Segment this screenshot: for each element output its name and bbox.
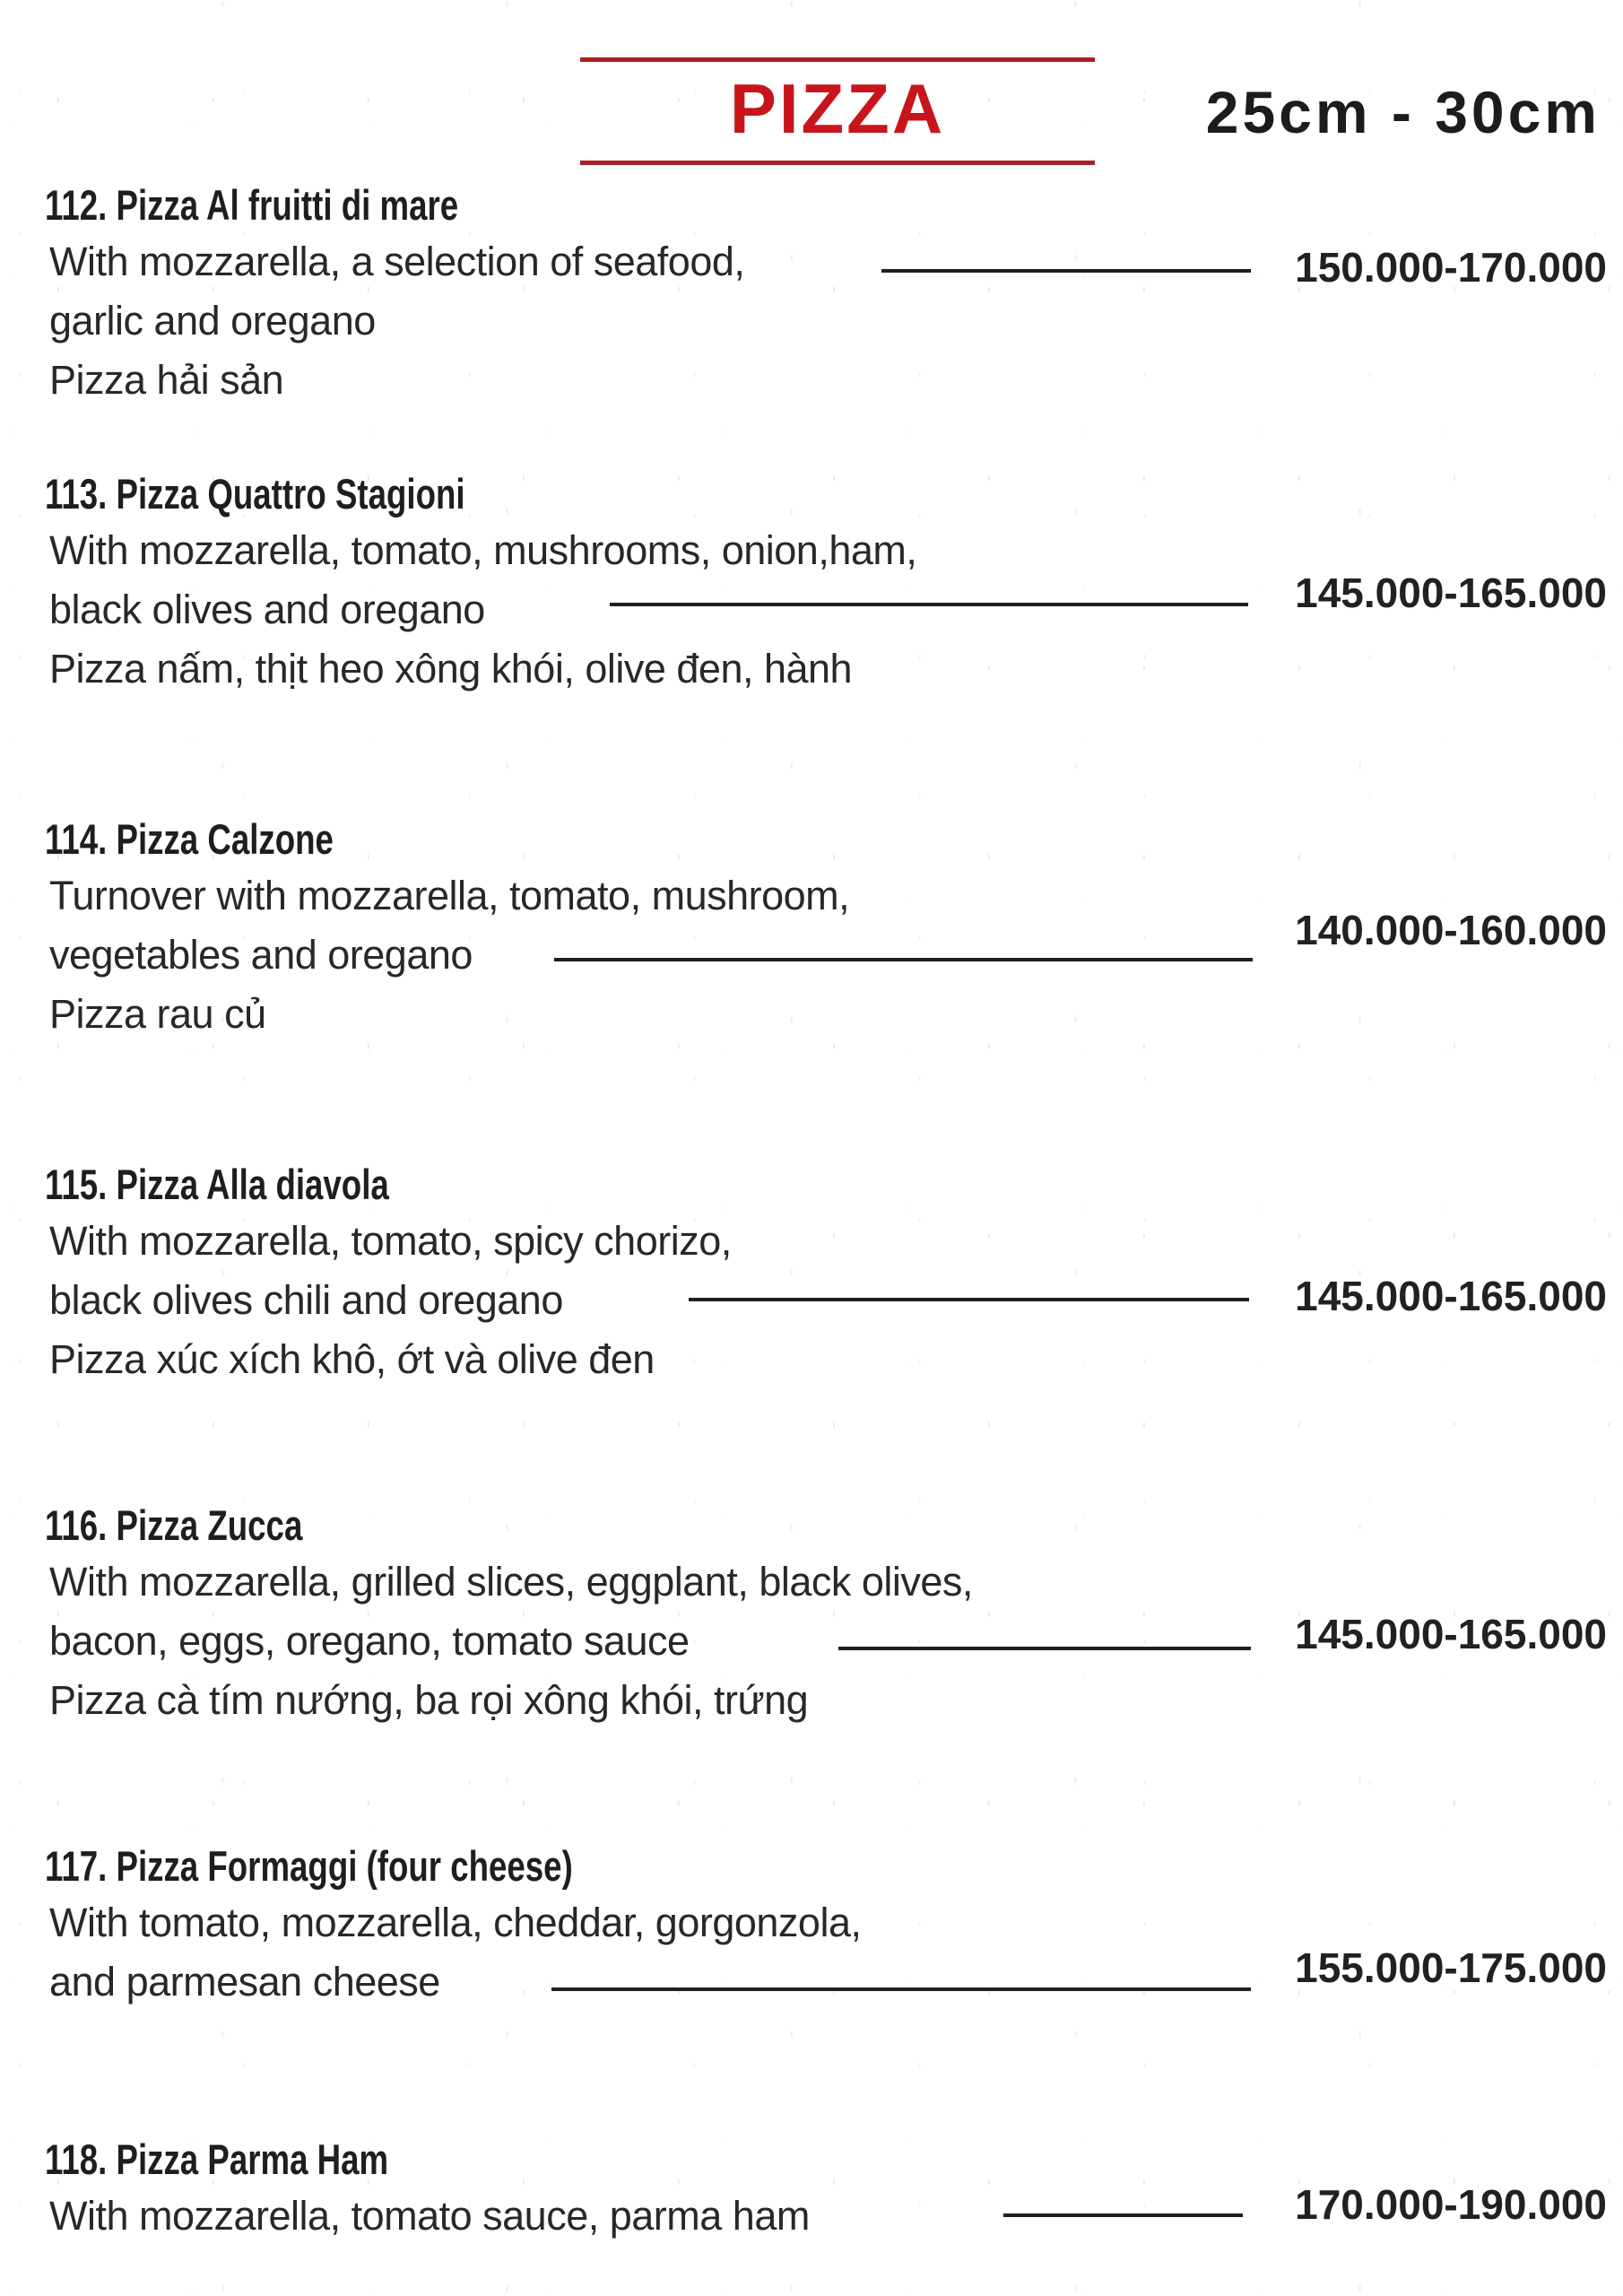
leader-line [554,958,1253,961]
leader-line [1003,2213,1243,2217]
item-title: 113. Pizza Quattro Stagioni [45,470,465,517]
size-range-label: 25cm - 30cm [1205,79,1601,145]
item-desc-line-1: With mozzarella, a selection of seafood, [49,239,745,284]
item-price: 145.000-165.000 [1295,1273,1607,1319]
leader-line [881,269,1251,273]
item-desc-line-2: vegetables and oregano [49,932,473,978]
header-rule-bottom [580,161,1095,165]
item-title: 114. Pizza Calzone [45,815,334,863]
item-desc-line-1: With mozzarella, tomato, mushrooms, onion,ham, [49,527,917,573]
item-price: 170.000-190.000 [1295,2181,1607,2228]
item-title: 117. Pizza Formaggi (four cheese) [45,1842,573,1890]
item-title: 115. Pizza Alla diavola [45,1161,389,1208]
leader-line [551,1987,1251,1991]
item-desc-line-1: With mozzarella, tomato sauce, parma ham [49,2193,810,2239]
item-translation: Pizza hải sản [49,357,284,403]
item-title: 116. Pizza Zucca [45,1501,303,1549]
item-translation: Pizza xúc xích khô, ớt và olive đen [49,1336,655,1382]
item-desc-line-2: bacon, eggs, oregano, tomato sauce [49,1618,690,1664]
item-price: 145.000-165.000 [1295,570,1607,616]
item-price: 140.000-160.000 [1295,907,1607,953]
item-desc-line-2: garlic and oregano [49,298,376,344]
item-translation: Pizza nấm, thịt heo xông khói, olive đen, hành [49,646,853,691]
item-desc-line-1: With tomato, mozzarella, cheddar, gorgonzola, [49,1900,862,1945]
item-price: 155.000-175.000 [1295,1944,1607,1991]
item-desc-line-1: With mozzarella, grilled slices, eggplant, black olives, [49,1559,973,1605]
item-desc-line-1: With mozzarella, tomato, spicy chorizo, [49,1218,732,1264]
item-title: 112. Pizza Al fruitti di mare [45,181,459,229]
item-desc-line-2: black olives chili and oregano [49,1277,563,1323]
item-desc-line-2: black olives and oregano [49,587,485,632]
item-translation: Pizza rau củ [49,991,266,1037]
leader-line [610,603,1248,606]
leader-line [838,1647,1251,1650]
menu-title: PIZZA [729,69,946,148]
item-price: 145.000-165.000 [1295,1611,1607,1657]
header-rule-top [580,57,1095,62]
item-desc-line-1: Turnover with mozzarella, tomato, mushroom, [49,873,850,918]
item-title: 118. Pizza Parma Ham [45,2135,389,2183]
leader-line [689,1298,1249,1301]
item-translation: Pizza cà tím nướng, ba rọi xông khói, trứng [49,1677,809,1723]
item-desc-line-2: and parmesan cheese [49,1959,440,2005]
item-price: 150.000-170.000 [1295,244,1607,291]
